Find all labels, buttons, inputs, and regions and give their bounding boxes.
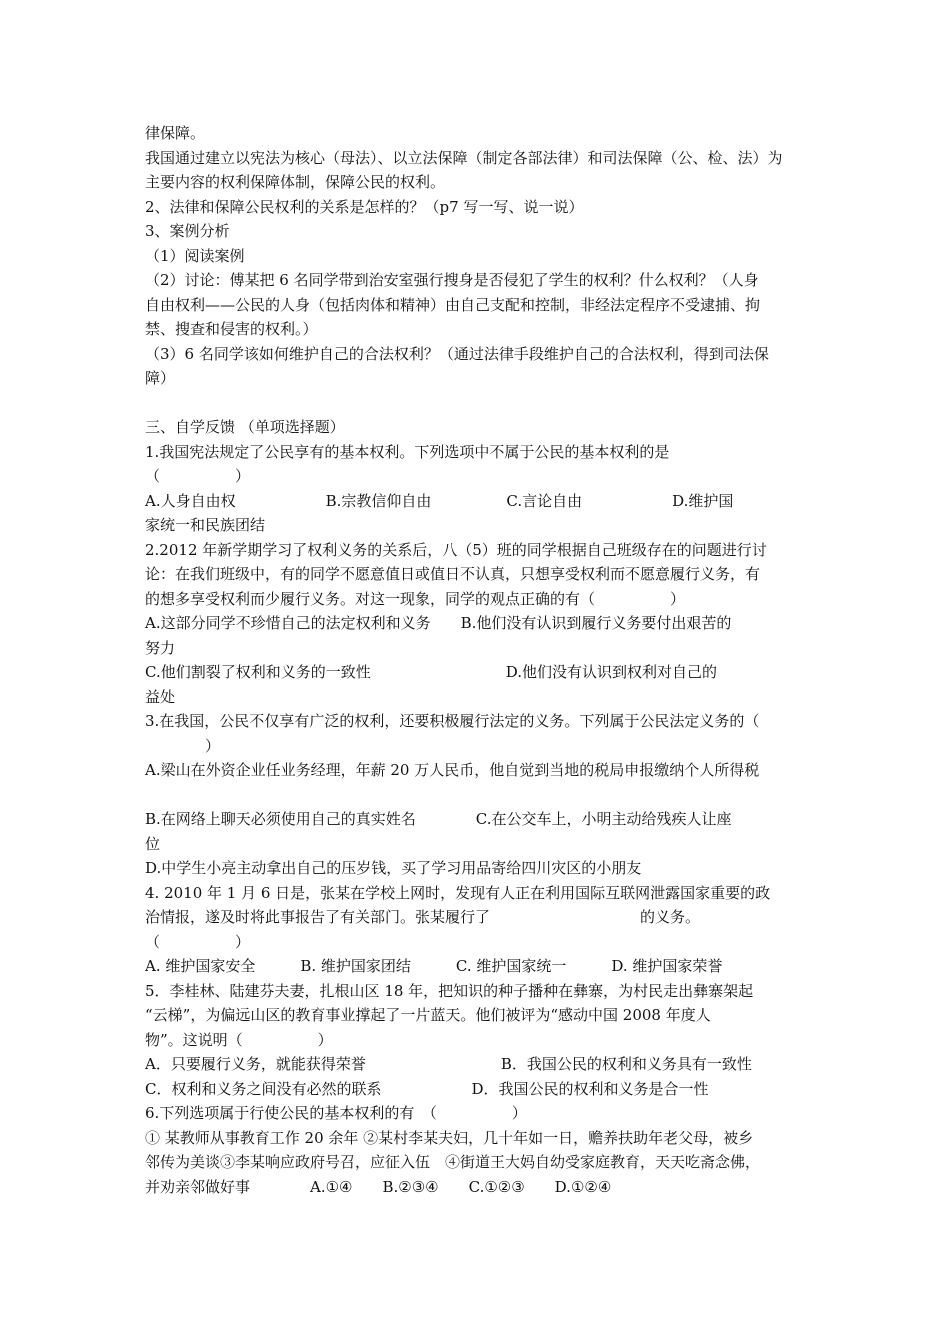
text-line: ① 某教师从事教育工作 20 余年 ②某村李某夫妇，几十年如一日，赡养扶助年老父母，被乡 <box>145 1128 754 1147</box>
text-line: 治情报，遂及时将此事报告了有关部门。张某履行了 的义务。 <box>145 908 701 926</box>
blank-line <box>145 391 825 416</box>
text-line: （ ） <box>145 467 251 485</box>
text-line: 律保障。 <box>145 124 206 142</box>
text-line: A. 维护国家安全 B. 维护国家团结 C. 维护国家统一 D. 维护国家荣誉 <box>145 957 723 975</box>
text-line: 4. 2010 年 1 月 6 日是，张某在学校上网时，发现有人正在利用国际互联网泄露国家重要的政 <box>145 883 771 902</box>
text-line: 并劝亲邻做好事 A.①④ B.②③④ C.①②③ D.①②④ <box>145 1177 612 1196</box>
text-line: C．权利和义务之间没有必然的联系 D．我国公民的权利和义务是合一性 <box>145 1079 709 1098</box>
text-line: （2）讨论：傅某把 6 名同学带到治安室强行搜身是否侵犯了学生的权利？什么权利？（人身 <box>145 271 759 289</box>
text-line: 的想多享受权利而少履行义务。对这一现象，同学的观点正确的有（ ） <box>145 589 686 608</box>
text-line: （ ） <box>145 932 251 951</box>
text-line: 2.2012 年新学期学习了权利义务的关系后，八（5）班的同学根据自己班级存在的问题进行讨 <box>145 540 767 559</box>
text-line: 3.在我国，公民不仅享有广泛的权利，还要积极履行法定的义务。下列属于公民法定义务的（ <box>145 712 760 730</box>
text-line: （3）6 名同学该如何维护自己的合法权利？（通过法律手段维护自己的合法权利，得到司法保 <box>145 344 769 363</box>
text-line: A.这部分同学不珍惜自己的法定权利和义务 B.他们没有认识到履行义务要付出艰苦的 <box>145 614 732 632</box>
text-line: 邻传为美谈③李某响应政府号召，应征入伍 ④街道王大妈自幼受家庭教育，天天吃斋念佛， <box>145 1153 761 1171</box>
text-line: 三、自学反馈 （单项选择题） <box>145 418 345 436</box>
text-line: A．只要履行义务，就能获得荣誉 B．我国公民的权利和义务具有一致性 <box>145 1055 752 1073</box>
text-line: ） <box>145 736 221 755</box>
text-line: C.他们割裂了权利和义务的一致性 D.他们没有认识到权利对自己的 <box>145 663 717 681</box>
text-line: 家统一和民族团结 <box>145 516 266 534</box>
text-line: 努力 <box>145 638 176 657</box>
text-line: 主要内容的权利保障体制，保障公民的权利。 <box>145 173 446 191</box>
text-line: （1）阅读案例 <box>145 246 245 265</box>
text-line: 位 <box>145 834 161 853</box>
text-line: 3、案例分析 <box>145 222 230 240</box>
text-line: A.人身自由权 B.宗教信仰自由 C.言论自由 D.维护国 <box>145 491 734 510</box>
text-line: 益处 <box>145 687 176 706</box>
text-line: 我国通过建立以宪法为核心（母法）、以立法保障（制定各部法律）和司法保障（公、检、法）为 <box>145 148 783 167</box>
text-line: 5．李桂林、陆建芬夫妻，扎根山区 18 年，把知识的种子播种在彝寨，为村民走出彝寨架起 <box>145 981 754 1000</box>
text-line: 6.下列选项属于行使公民的基本权利的有 （ ） <box>145 1104 527 1122</box>
text-line: “云梯”，为偏远山区的教育事业撑起了一片蓝天。他们被评为“感动中国 2008 年度人 <box>145 1006 711 1024</box>
text-line: 禁、搜查和侵害的权利。） <box>145 320 318 338</box>
text-line: 障） <box>145 369 176 387</box>
document-body <box>145 121 825 1199</box>
text-line: D.中学生小亮主动拿出自己的压岁钱，买了学习用品寄给四川灾区的小朋友 <box>145 859 642 877</box>
text-line: 2、法律和保障公民权利的关系是怎样的？（p7 写一写、说一说） <box>145 197 584 216</box>
text-line: 自由权利——公民的人身（包括肉体和精神）由自己支配和控制，非经法定程序不受逮捕、拘 <box>145 295 761 314</box>
text-line: 1.我国宪法规定了公民享有的基本权利。下列选项中不属于公民的基本权利的是 <box>145 442 670 461</box>
text-line: 论：在我们班级中，有的同学不愿意值日或值日不认真，只想享受权利而不愿意履行义务，有 <box>145 565 761 583</box>
text-line: A.梁山在外资企业任业务经理，年薪 20 万人民币，他自觉到当地的税局申报缴纳个人所得税 <box>145 761 760 779</box>
text-line: 物”。这说明（ ） <box>145 1030 333 1049</box>
text-line: B.在网络上聊天必须使用自己的真实姓名 C.在公交车上，小明主动给残疾人让座 <box>145 810 732 828</box>
blank-line <box>145 783 825 808</box>
